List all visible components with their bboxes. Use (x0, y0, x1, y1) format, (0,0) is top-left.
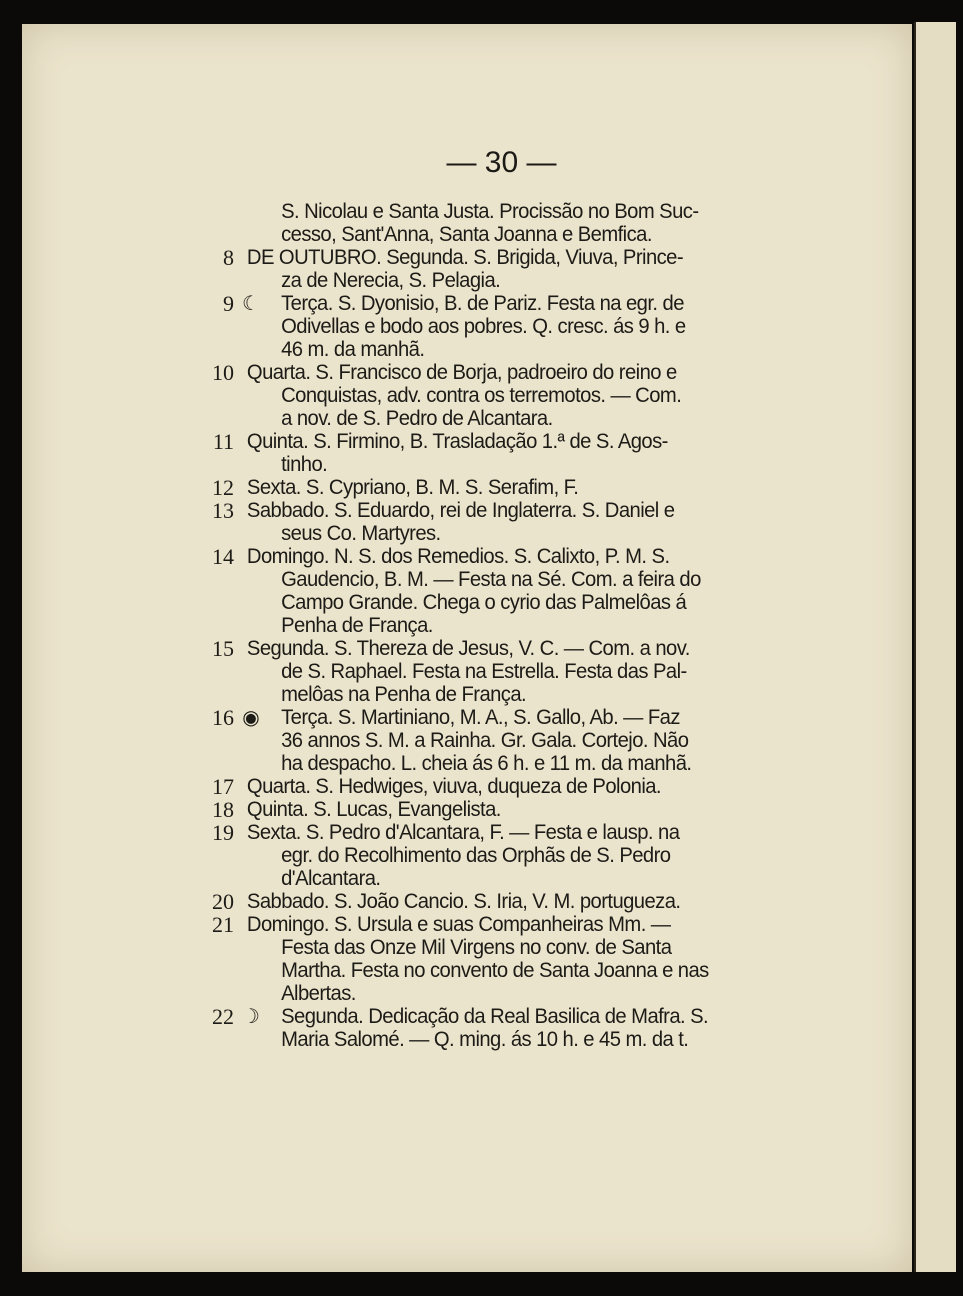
entry-line: a nov. de S. Pedro de Alcantara. (281, 406, 553, 430)
entry-line: Sexta. S. Cypriano, B. M. S. Serafim, F. (246, 475, 579, 499)
entry-line: 36 annos S. M. a Rainha. Gr. Gala. Cortejo. Não (281, 728, 689, 752)
moon-phase-icon: ☽ (242, 1006, 260, 1028)
entry-line: cesso, Sant'Anna, Santa Joanna e Bemfica. (281, 222, 652, 246)
entry-line: Segunda. S. Thereza de Jesus, V. C. — Com. a nov. (246, 636, 690, 660)
calendar-entry (188, 1005, 788, 1051)
day-number: 11 (212, 429, 234, 454)
entry-line: Festa das Onze Mil Virgens no conv. de Santa (281, 935, 672, 959)
day-number: 13 (212, 498, 234, 523)
entry-line: Terça. S. Martiniano, M. A., S. Gallo, Ab. — Faz (281, 705, 680, 729)
entry-line: Terça. S. Dyonisio, B. de Pariz. Festa na egr. de (281, 291, 684, 315)
entry-line: Domingo. N. S. dos Remedios. S. Calixto, P. M. S. (246, 544, 670, 568)
entry-line: Albertas. (281, 981, 356, 1005)
day-number: 14 (212, 544, 234, 569)
entry-line: Segunda. Dedicação da Real Basilica de Mafra. S. (281, 1004, 709, 1028)
entry-line: Domingo. S. Ursula e suas Companheiras Mm. — (246, 912, 671, 936)
day-number: 22 (212, 1004, 234, 1029)
entry-line: Sabbado. S. João Cancio. S. Iria, V. M. portugueza. (246, 889, 681, 913)
entry-line: egr. do Recolhimento das Orphãs de S. Pedro (281, 843, 671, 867)
calendar-entry (188, 821, 788, 890)
day-number: 20 (212, 889, 234, 914)
entry-line: d'Alcantara. (281, 866, 381, 890)
entry-line: seus Co. Martyres. (281, 521, 441, 545)
day-number: 8 (223, 245, 234, 270)
day-number: 15 (212, 636, 234, 661)
calendar-entry (188, 798, 788, 821)
entry-line: melôas na Penha de França. (281, 682, 527, 706)
day-number: 12 (212, 475, 234, 500)
day-number: 9 (223, 291, 234, 316)
calendar-entry (188, 545, 788, 637)
day-number: 18 (212, 797, 234, 822)
calendar-entry (188, 361, 788, 430)
entry-line: DE OUTUBRO. Segunda. S. Brigida, Viuva, Prince- (246, 245, 684, 269)
entry-line: S. Nicolau e Santa Justa. Procissão no Bom Suc- (281, 199, 699, 223)
entry-line: Sexta. S. Pedro d'Alcantara, F. — Festa e lausp. na (246, 820, 680, 844)
day-number: 16 (212, 705, 234, 730)
entry-line: Odivellas e bodo aos pobres. Q. cresc. ás 9 h. e (281, 314, 686, 338)
entry-line: Sabbado. S. Eduardo, rei de Inglaterra. S. Daniel e (246, 498, 675, 522)
calendar-entry (188, 430, 788, 476)
calendar-entry (188, 890, 788, 913)
entry-line: Conquistas, adv. contra os terremotos. — Com. (281, 383, 682, 407)
adjacent-page-edge (914, 22, 956, 1272)
calendar-entry (188, 246, 788, 292)
calendar-entry (188, 200, 788, 246)
entry-line: Martha. Festa no convento de Santa Joanna e nas (281, 958, 709, 982)
entry-line: Quarta. S. Hedwiges, viuva, duqueza de Polonia. (246, 774, 661, 798)
calendar-entry (188, 775, 788, 798)
calendar-entries (188, 200, 788, 1051)
calendar-entry (188, 913, 788, 1005)
entry-line: de S. Raphael. Festa na Estrella. Festa das Pal- (281, 659, 687, 683)
entry-line: Quinta. S. Lucas, Evangelista. (246, 797, 501, 821)
calendar-entry (188, 499, 788, 545)
day-number: 21 (212, 912, 234, 937)
entry-line: za de Nerecia, S. Pelagia. (281, 268, 501, 292)
calendar-entry (188, 476, 788, 499)
page-number: — 30 — (446, 146, 557, 179)
moon-phase-icon: ☾ (242, 293, 260, 315)
entry-line: Maria Salomé. — Q. ming. ás 10 h. e 45 m. da t. (281, 1027, 689, 1051)
entry-line: Campo Grande. Chega o cyrio das Palmelôas á (281, 590, 687, 614)
day-number: 19 (212, 820, 234, 845)
entry-line: Quinta. S. Firmino, B. Trasladação 1.ª de S. Agos- (246, 429, 668, 453)
moon-phase-icon: ◉ (242, 707, 260, 729)
calendar-entry (188, 292, 788, 361)
entry-line: Gaudencio, B. M. — Festa na Sé. Com. a feira do (281, 567, 701, 591)
entry-line: ha despacho. L. cheia ás 6 h. e 11 m. da manhã. (281, 751, 692, 775)
day-number: 10 (212, 360, 234, 385)
entry-line: tinho. (281, 452, 328, 476)
entry-line: 46 m. da manhã. (281, 337, 425, 361)
calendar-entry (188, 637, 788, 706)
calendar-entry (188, 706, 788, 775)
entry-line: Penha de França. (281, 613, 433, 637)
entry-line: Quarta. S. Francisco de Borja, padroeiro do reino e (246, 360, 677, 384)
day-number: 17 (212, 774, 234, 799)
